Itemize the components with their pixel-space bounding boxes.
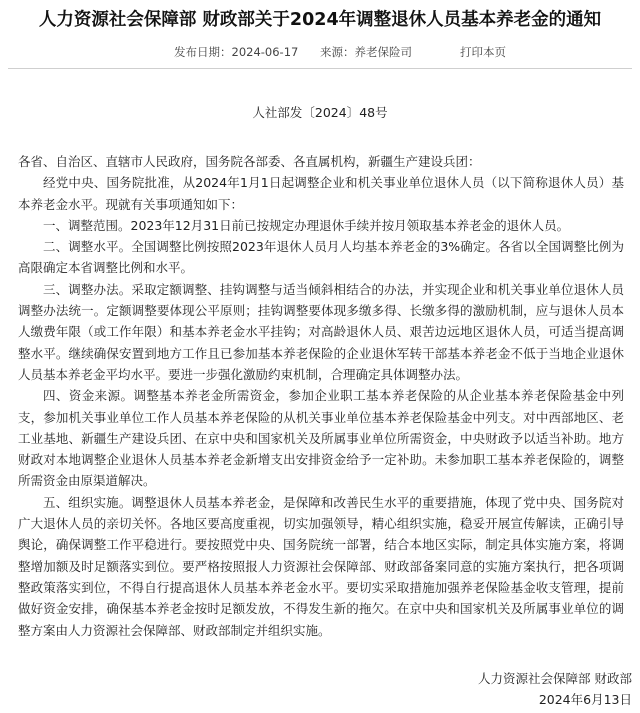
document-body: [18, 151, 624, 641]
print-page-link[interactable]: 打印本页: [460, 45, 506, 59]
source-label: 来源：养老保险司: [320, 45, 412, 59]
intro-paragraph: 经党中央、国务院批准，从2024年1月1日起调整企业和机关事业单位退休人员（以下简称退休人员）基本养老金水平。现就有关事项通知如下：: [18, 175, 624, 212]
section-scope: 一、调整范围。2023年12月31日前已按规定办理退休手续并按月领取基本养老金的退休人员。: [43, 217, 570, 233]
document-number: 人社部发〔2024〕48号: [252, 105, 388, 120]
section-implementation: 五、组织实施。调整退休人员基本养老金，是保障和改善民生水平的重要措施，体现了党中央、国务院对广大退休人员的亲切关怀。各地区要高度重视，切实加强领导，精心组织实施，稳妥开展宣传解读，正确引导舆论，确保调整工作平稳进行。要按照党中央、国务院统一部署，结合本地区实际，制定具体实施方案，将调整增加额及时足额落实到位。要严格按照报人力资源社会保障部、财政部备案同意的实施方案执行，把各项调整政策落实到位，不得自行提高退休人员基本养老金水平。要切实采取措施加强养老保险基金收支管理，提前做好资金安排，确保基本养老金按时足额发放，不得发生新的拖欠。在京中央和国家机关及所属事业单位的调整方案由人力资源社会保障部、财政部制定并组织实施。: [18, 494, 624, 638]
section-level: 二、调整水平。全国调整比例按照2023年退休人员月人均基本养老金的3%确定。各省以全国调整比例为高限确定本省调整比例和水平。: [18, 239, 624, 276]
sign-date: 2024年6月13日: [538, 692, 632, 707]
signature-block: [478, 668, 632, 710]
section-method: 三、调整办法。采取定额调整、挂钩调整与适当倾斜相结合的办法，并实现企业和机关事业单位退休人员调整办法统一。定额调整要体现公平原则；挂钩调整要体现多缴多得、长缴多得的激励机制，应与退休人员本人缴费年限（或工作年限）和基本养老金水平挂钩；对高龄退休人员、艰苦边远地区退休人员，可适当提高调整水平。继续确保安置到地方工作且已参加基本养老保险的企业退休军转干部基本养老金不低于当地企业退休人员基本养老金平均水平。要进一步强化激励约束机制，合理确定具体调整办法。: [18, 281, 624, 382]
addressee: 各省、自治区、直辖市人民政府，国务院各部委、各直属机构，新疆生产建设兵团：: [18, 154, 481, 169]
section-funding: 四、资金来源。调整基本养老金所需资金，参加企业职工基本养老保险的从企业基本养老保险基金中列支，参加机关事业单位工作人员基本养老保险的从机关事业单位基本养老保险基金中列支。对中西部地区、老工业基地、新疆生产建设兵团、在京中央和国家机关及所属事业单位所需资金，中央财政予以适当补助。地方财政对本地调整企业退休人员基本养老金新增支出安排资金给予一定补助。未参加职工基本养老保险的，调整所需资金由原渠道解决。: [18, 388, 624, 489]
publish-date: 发布日期：2024-06-17: [174, 45, 299, 59]
header-divider: [8, 68, 632, 69]
signatory: 人力资源社会保障部 财政部: [478, 671, 632, 686]
page-title: 人力资源社会保障部 财政部关于2024年调整退休人员基本养老金的通知: [38, 10, 602, 30]
